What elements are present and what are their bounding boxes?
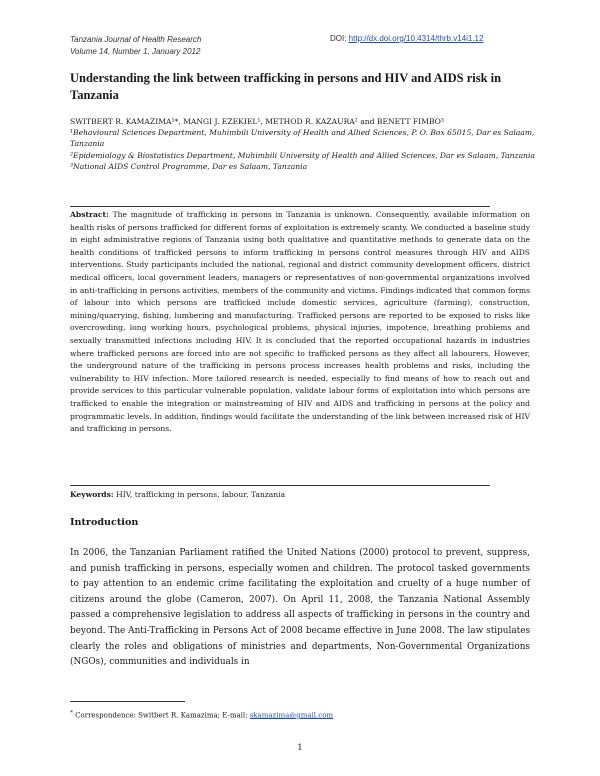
paper-title: Understanding the link between trafficking in persons and HIV and AIDS risk in Tanzania [70, 71, 502, 102]
page-number: 1 [297, 743, 303, 753]
keywords-text: HIV, trafficking in persons, labour, Tanzania [113, 490, 286, 499]
section-heading-introduction: Introduction [70, 517, 139, 528]
footnote-mark: * [70, 710, 73, 716]
journal-header [70, 34, 201, 58]
keywords-label: Keywords: [70, 490, 114, 499]
footnote-rule [70, 701, 185, 702]
footnote [70, 708, 333, 720]
abstract [70, 209, 530, 436]
author-block [70, 116, 540, 172]
affiliation-3: ³National AIDS Control Programme, Dar es Salaam, Tanzania [70, 161, 308, 171]
doi-header [330, 34, 483, 43]
abstract-text: The magnitude of trafficking in persons in Tanzania is unknown. Consequently, available information on health risks of persons trafficked for different forms of exploitation is extremely scanty. We conducted a baseline study in eight administrative regions of Tanzania using both qualitative and quantitative methods to generate data on the health conditions of trafficked persons to inform trafficking in persons control measures through HIV and AIDS interventions. Study participants included the national, regional and district community development officers, district medical officers, local government leaders, managers or representatives of non-governmental organizations involved in anti-trafficking in persons activities, members of the community and victims. Findings indicated that common forms of labour into which persons are trafficked include domestic services, agriculture (farming), construction, mining/quarrying, fishing, lumbering and manufacturing. Trafficked persons are reported to be exposed to risks like overcrowding, long working hours, psychological problems, physical injuries, impotence, breathing problems and sexually transmitted infections including HIV. It is concluded that the reported occupational hazards in industries where trafficked persons are forced into are not specific to trafficked persons as they affect all labourers. However, the underground nature of the trafficking in persons process increases health problems and risks, including the vulnerability to HIV infection. More tailored research is needed, especially to find means of how to reach out and provide services to this particular vulnerable population, validate labour forms of exploitation into which persons are trafficked to enable the integration or mainstreaming of HIV and AIDS and trafficking in persons at the policy and programmatic levels. In addition, findings would facilitate the understanding of the link between increased risk of HIV and trafficking in persons. [70, 210, 530, 434]
abstract-bottom-rule [70, 485, 490, 486]
abstract-label: Abstract: [70, 210, 109, 219]
author-list: SWITBERT R. KAMAZIMA¹*, MANGI J. EZEKIEL¹, METHOD R. KAZAURA² and BENETT FIMBO³ [70, 117, 444, 126]
introduction-paragraph: In 2006, the Tanzanian Parliament ratified the United Nations (2000) protocol to prevent, suppress, and punish trafficking in persons, especially women and children. The protocol tasked governments to pay attention to an endemic crime facilitating the exploitation and cruelty of a huge number of citizens around the globe (Cameron, 2007). On April 11, 2008, the Tanzania National Assembly passed a comprehensive legislation to address all aspects of trafficking in persons in the country and beyond. The Anti-Trafficking in Persons Act of 2008 became effective in June 2008. The law stipulates clearly the roles and obligations of ministries and departments, Non-Governmental Organizations (NGOs), communities and individuals in [70, 548, 530, 668]
journal-name: Tanzania Journal of Health Research [70, 35, 202, 44]
affiliation-1: ¹Behavioural Sciences Department, Muhimbili University of Health and Allied Sciences, P. O. Box 65015, Dar es Salaam, Tanzania [70, 128, 535, 149]
doi-label: DOI: [330, 34, 349, 43]
footnote-text: Correspondence: Switbert R. Kamazima; E-mail: [72, 711, 250, 720]
keywords [70, 489, 530, 501]
correspondence-email-link[interactable]: skamazima@gmail.com [249, 711, 334, 720]
doi-link[interactable]: http://dx.doi.org/10.4314/thrb.v14i1.12 [348, 34, 484, 43]
affiliation-2: ²Epidemiology & Biostatistics Department, Muhimbili University of Health and Allied Sciences, Dar es Salaam, Tanzania [70, 150, 535, 160]
journal-volume: Volume 14, Number 1, January 2012 [70, 47, 201, 56]
abstract-top-rule [70, 206, 490, 207]
